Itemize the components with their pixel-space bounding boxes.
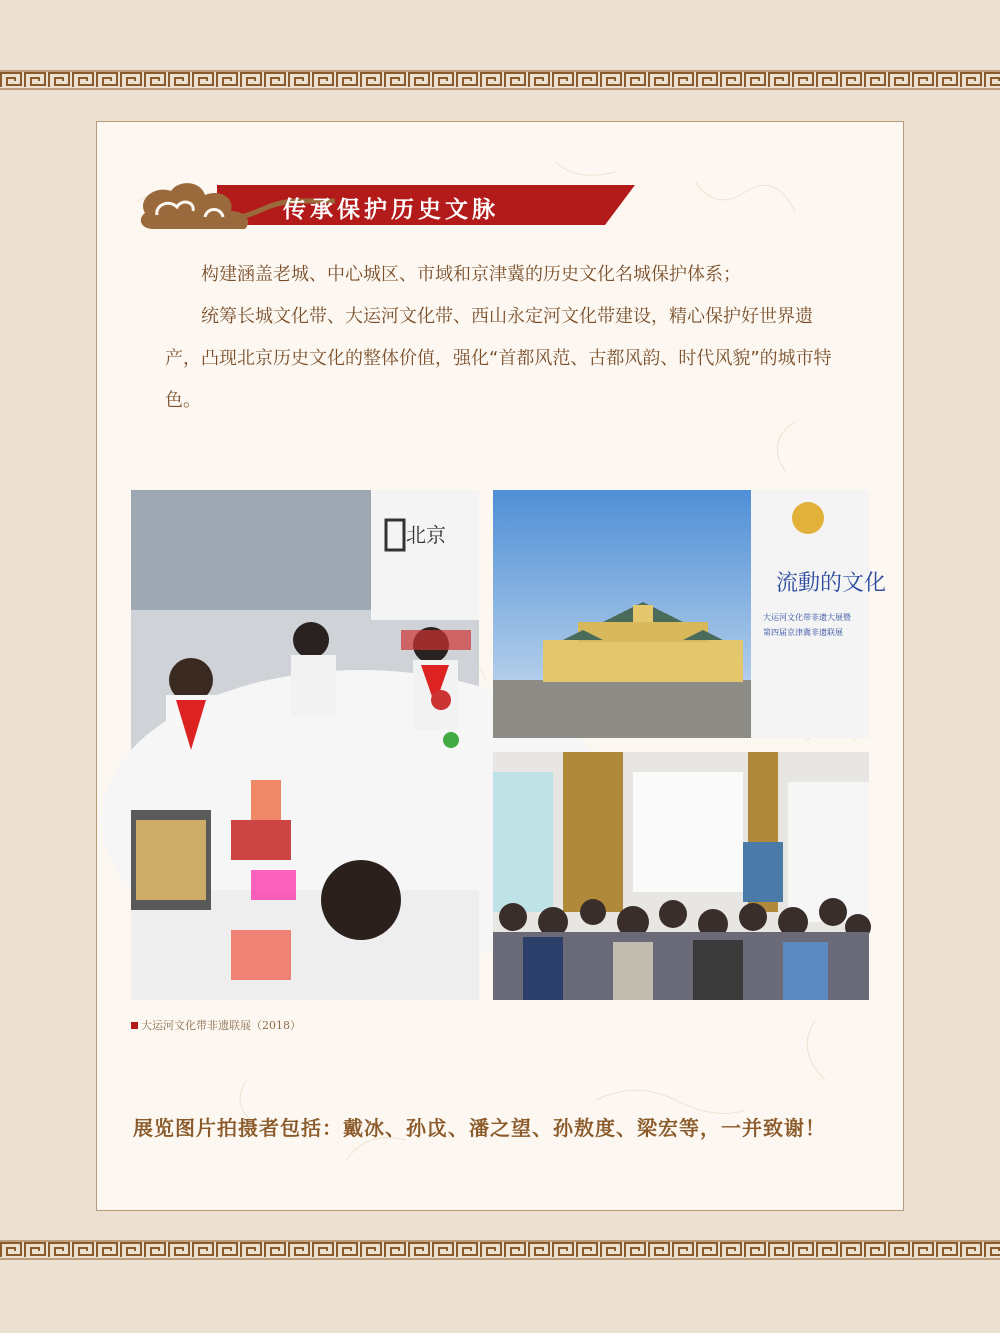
banner-sub1: 大运河文化带非遗大展暨: [763, 613, 851, 622]
workshop-sign: 北京: [406, 523, 446, 547]
caption-marker-icon: [131, 1022, 138, 1029]
photo-gallery-crowd: [493, 752, 869, 1000]
photo-children-workshop: [131, 490, 479, 1000]
top-fret-border: [0, 70, 1000, 90]
bottom-fret-border: [0, 1240, 1000, 1260]
body-text: [165, 254, 837, 422]
paragraph-2: 统筹长城文化带、大运河文化带、西山永定河文化带建设，精心保护好世界遗产，凸现北京历史文化的整体价值，强化“首都风范、古都风韵、时代风貌”的城市特色。: [165, 306, 832, 411]
banner-main-text: 流動的文化: [776, 571, 887, 596]
section-title: 传承保护历史文脉: [283, 196, 499, 223]
photographer-credits: 展览图片拍摄者包括：戴冰、孙戉、潘之望、孙敖度、梁宏等，一并致谢！: [133, 1116, 826, 1140]
photo-exhibition-hall: [493, 490, 887, 738]
photo-caption: [131, 1017, 301, 1033]
caption-text: 大运河文化带非遗联展（2018）: [141, 1019, 301, 1032]
banner-sub2: 第四届京津冀非遗联展: [763, 628, 843, 637]
content-panel: [96, 121, 904, 1211]
section-heading: [135, 177, 655, 239]
paragraph-1: 构建涵盖老城、中心城区、市域和京津冀的历史文化名城保护体系；: [201, 264, 741, 285]
